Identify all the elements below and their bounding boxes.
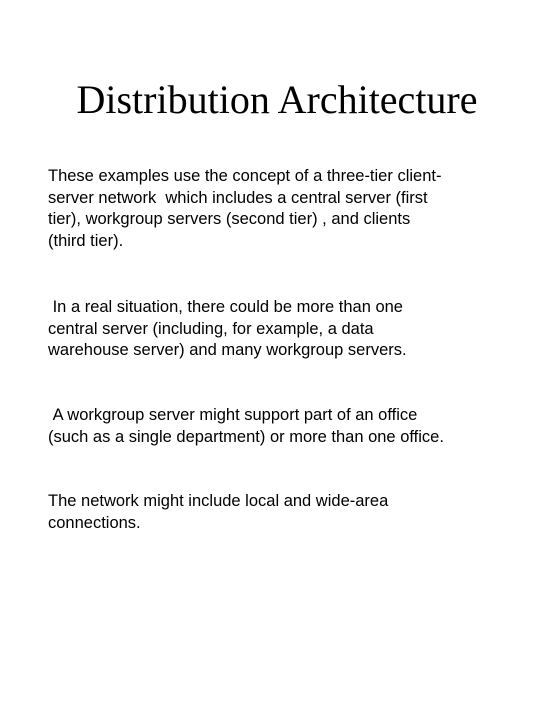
paragraph-network-connections: The network might include local and wide-area connections. [48,492,389,532]
paragraph-real-situation: In a real situation, there could be more than one central server (including, for example, a data warehouse server) and many workgroup servers. [48,298,407,359]
paragraph-three-tier: These examples use the concept of a three-tier client- server network which includes a central server (first tier), workgroup servers (second tier) , and clients (third tier). [48,167,442,250]
paragraph-workgroup-server: A workgroup server might support part of an office (such as a single department) or more than one office. [48,406,444,446]
slide-title: Distribution Architecture [76,77,478,122]
